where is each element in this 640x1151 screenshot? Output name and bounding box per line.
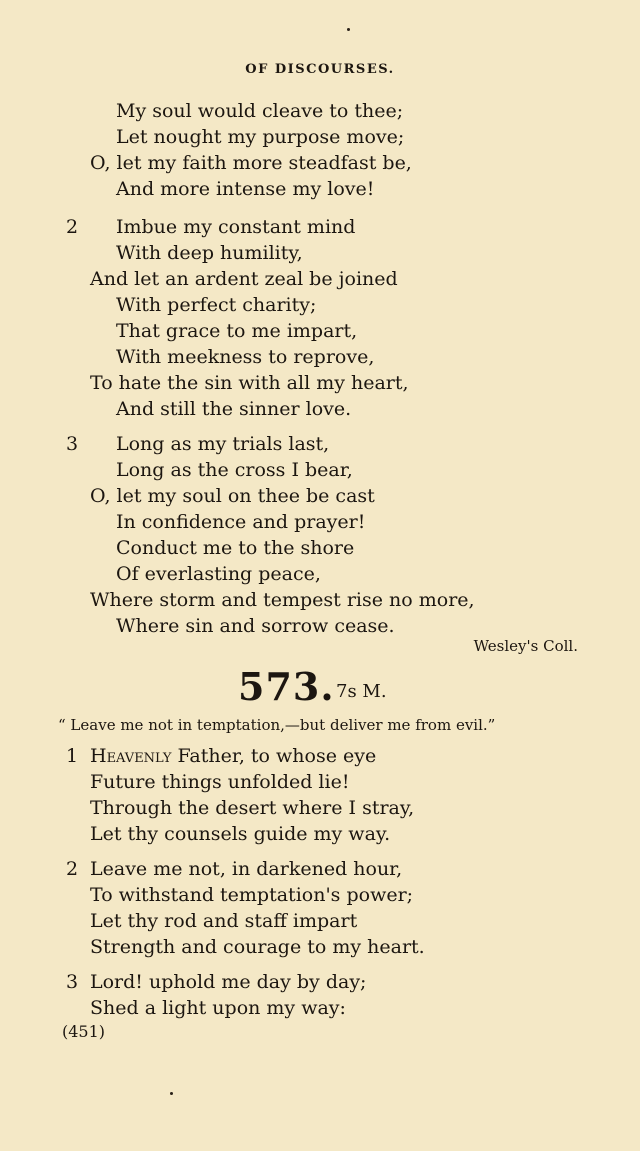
verse-line: That grace to me impart,	[116, 320, 358, 342]
verse-line: Through the desert where I stray,	[90, 797, 415, 819]
first-line-rest: Father, to whose eye	[177, 745, 377, 767]
verse-line: With perfect charity;	[116, 294, 317, 316]
verse-line	[90, 743, 376, 769]
stanza-number: 2	[66, 858, 79, 880]
verse-line: My soul would cleave to thee;	[116, 100, 404, 122]
verse-line: Let thy counsels guide my way.	[90, 823, 391, 845]
verse-line: Where storm and tempest rise no more,	[90, 589, 475, 611]
stanza-number: 3	[66, 433, 79, 455]
stanza-number: 3	[66, 971, 79, 993]
epigraph: “ Leave me not in temptation,—but deliver me from evil.”	[58, 716, 496, 734]
verse-line: Lord! uphold me day by day;	[90, 971, 367, 993]
first-word: Heavenly	[90, 745, 172, 767]
verse-line: Let nought my purpose move;	[116, 126, 405, 148]
ink-speck	[347, 28, 350, 31]
verse-line: Long as my trials last,	[116, 433, 330, 455]
verse-line: To withstand temptation's power;	[90, 884, 414, 906]
verse-line: O, let my soul on thee be cast	[90, 485, 375, 507]
verse-line: And let an ardent zeal be joined	[90, 268, 398, 290]
ink-speck	[170, 1092, 173, 1095]
verse-line: With deep humility,	[116, 242, 303, 264]
verse-line: Leave me not, in darkened hour,	[90, 858, 403, 880]
verse-line: And still the sinner love.	[116, 398, 352, 420]
verse-line: Shed a light upon my way:	[90, 997, 346, 1019]
verse-line: Where sin and sorrow cease.	[116, 615, 395, 637]
running-header: OF DISCOURSES.	[245, 62, 395, 77]
verse-line: In confidence and prayer!	[116, 511, 366, 533]
verse-line: Conduct me to the shore	[116, 537, 355, 559]
verse-line: To hate the sin with all my heart,	[90, 372, 409, 394]
verse-line: Long as the cross I bear,	[116, 459, 353, 481]
hymn-meter: 7s M.	[336, 681, 387, 702]
verse-line: Of everlasting peace,	[116, 563, 321, 585]
page-number: (451)	[62, 1022, 106, 1041]
verse-line: Imbue my constant mind	[116, 216, 356, 238]
verse-line: Strength and courage to my heart.	[90, 936, 425, 958]
verse-line: O, let my faith more steadfast be,	[90, 152, 412, 174]
stanza-number: 2	[66, 216, 79, 238]
verse-line: Future things unfolded lie!	[90, 771, 350, 793]
verse-line: With meekness to reprove,	[116, 346, 375, 368]
attribution: Wesley's Coll.	[473, 637, 578, 655]
stanza-number: 1	[66, 745, 79, 767]
hymn-number: 573.	[238, 664, 335, 709]
verse-line: Let thy rod and staff impart	[90, 910, 358, 932]
verse-line: And more intense my love!	[116, 178, 375, 200]
